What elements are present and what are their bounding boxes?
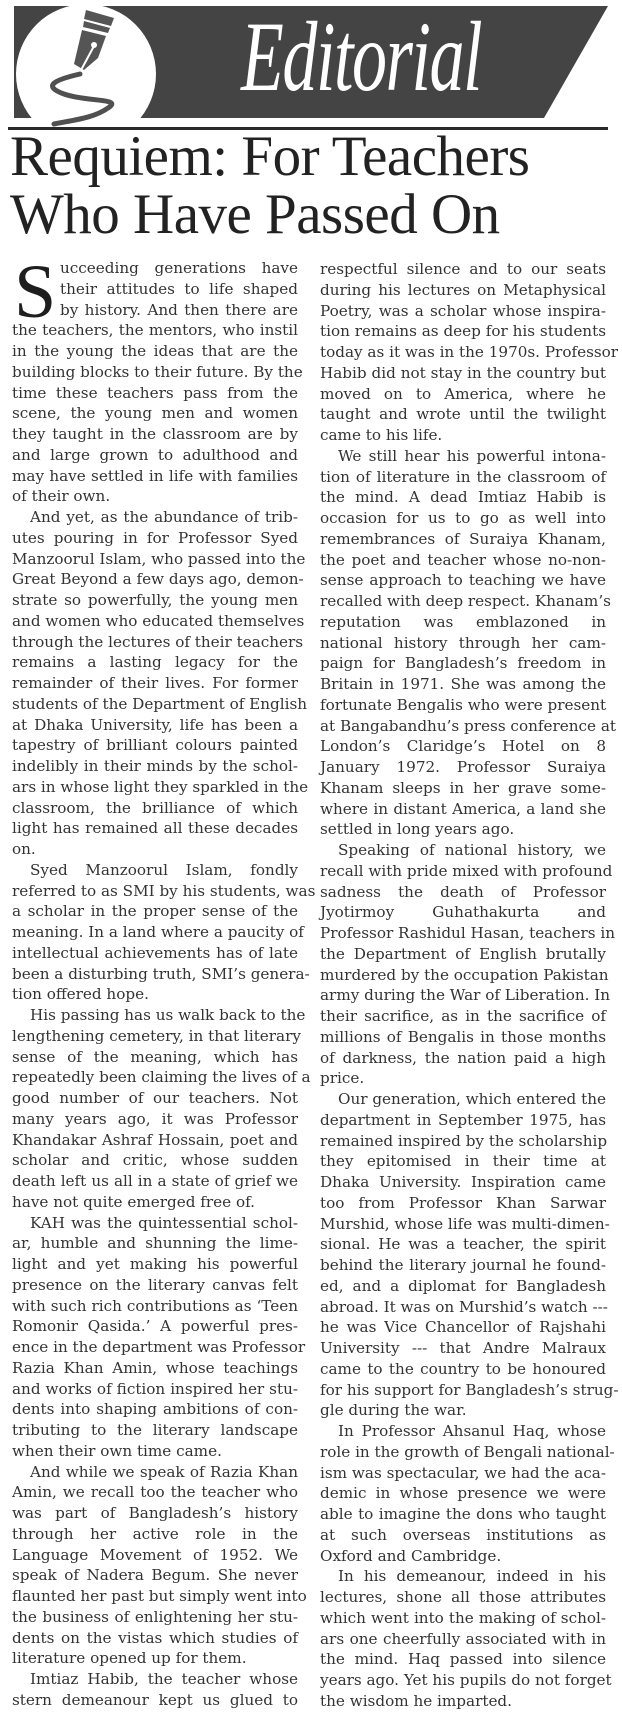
text-line: We still hear his powerful intona- [338,446,606,465]
text-line: the wisdom he imparted. [320,1691,512,1710]
headline-line-1: Requiem: For Teachers [10,125,530,188]
text-line: scene, the young men and women [12,404,298,423]
text-line: in the young the ideas that are the [12,342,298,360]
text-line: In his demeanour, indeed in his [338,1567,606,1586]
text-line: In Professor Ahsanul Haq, whose [338,1422,606,1440]
text-line: demic in whose presence we were [320,1484,606,1503]
text-line: paign for Bangladesh’s freedom in [320,654,606,673]
text-line: Our generation, which entered the [338,1090,606,1108]
text-line: Khanam sleeps in her grave some- [320,778,606,797]
editorial-banner [0,0,622,135]
text-line: ar, humble and shunning the lime- [12,1234,298,1253]
text-line: murdered by the occupation Pakistan [320,965,609,984]
text-line: sense of the meaning, which has [12,1047,298,1066]
text-line: referred to as SMI by his students, was [12,881,316,900]
text-line: Speaking of national history, we [338,841,606,859]
text-line: ed, and a diplomat for Bangladesh [320,1276,606,1295]
text-line: Murshid, whose life was multi-dimen- [320,1214,610,1233]
text-line: ars in whose light they sparkled in the [12,777,309,796]
text-line: KAH was the quintessential schol- [30,1213,298,1232]
text-line: and large grown to adulthood and [12,445,298,464]
text-line: through the lectures of their teachers [12,632,304,651]
headline-line-2: Who Have Passed On [10,183,500,246]
text-line: for his support for Bangladesh’s strug- [320,1380,619,1399]
text-line: dents into shaping ambitions of con- [12,1400,298,1419]
text-line: ism was spectacular, we had the aca- [320,1463,606,1482]
text-line: when their own time came. [12,1441,222,1460]
text-line: Romonir Qasida.’ A powerful pres- [12,1317,298,1336]
text-line: light has remained all these decades [12,819,298,838]
text-line: many years ago, it was Professor [12,1109,298,1128]
text-line: came to his life. [320,426,443,444]
text-line: meaning. In a land where a paucity of [12,923,304,941]
text-line: sense approach to teaching we have [320,571,606,590]
text-line: of darkness, the nation paid a high [320,1048,606,1067]
text-line: behind the literary journal he found- [320,1256,606,1274]
text-line: role in the growth of Bengali national- [320,1442,615,1461]
text-line: January 1972. Professor Suraiya [320,758,606,776]
drop-cap: S [14,250,57,334]
text-line: moved on to America, where he [320,384,606,403]
text-line: recall with pride mixed with profound [320,861,613,880]
text-line: the teachers, the mentors, who instil [12,321,298,340]
text-line: Amin, we recall too the teacher who [12,1483,298,1502]
text-line: may have settled in life with families [12,466,298,485]
text-line: during his lectures on Metaphysical [320,280,606,299]
text-line: Professor Rashidul Hasan, teachers in [320,924,616,942]
text-line: the mind. Haq passed into silence [320,1650,606,1669]
text-line: Language Movement of 1952. We [12,1545,298,1564]
article-column-right [320,259,619,1712]
text-line: Oxford and Cambridge. [320,1546,502,1565]
text-line: light and yet making his powerful [12,1255,298,1273]
text-line: national history through her cam- [320,633,606,652]
text-line: with such rich contributions as ‘Teen [12,1296,298,1315]
text-line: they taught in the classroom are by [12,425,298,443]
text-line: was part of Bangladesh’s history [12,1504,298,1522]
text-line: today as it was in the 1970s. Professor [320,343,619,361]
text-line: and works of fiction inspired her stu- [12,1379,298,1398]
text-line: Manzoorul Islam, who passed into the [12,549,306,568]
text-line: been a disturbing truth, SMI’s genera- [12,964,310,983]
text-line: literature opened up for them. [12,1649,247,1668]
text-line: and women who educated themselves [12,611,305,630]
text-line: utes pouring in for Professor Syed [12,528,298,547]
text-line: tion remains as deep for his students [320,322,606,341]
text-line: by history. And then there are [60,300,298,319]
text-line: indelibly in their minds by the schol- [12,757,298,775]
text-line: their sacrifice, as in the sacrifice of [320,1007,606,1025]
text-line: remains a lasting legacy for the [12,653,298,672]
text-line: sadness the death of Professor [320,882,606,901]
text-line: taught and wrote until the twilight [320,405,606,424]
text-line: strate so powerfully, the young men [12,591,298,609]
text-line: came to the country to be honoured [320,1359,606,1378]
text-line: ence in the department was Professor [12,1338,306,1356]
text-line: they epitomised in their time at [320,1152,606,1171]
text-line: Jyotirmoy Guhathakurta and [320,903,606,922]
text-line: repeatedly been claiming the lives of a [12,1068,311,1087]
text-line: too from Professor Khan Sarwar [320,1193,606,1212]
text-line: ars one cheerfully associated with in [320,1629,606,1648]
text-line: tapestry of brilliant colours painted [12,736,298,755]
text-line: which went into the making of schol- [320,1608,606,1627]
text-line: Khandakar Ashraf Hossain, poet and [12,1130,298,1149]
text-line: settled in long years ago. [320,820,515,839]
text-line: scholar and critic, whose sudden [12,1151,298,1170]
text-line: building blocks to their future. By the [12,362,303,381]
text-line: have not quite emerged free of. [12,1192,255,1211]
section-label: Editorial [241,1,482,112]
text-line: lectures, shone all those attributes [320,1588,606,1606]
text-line: tion offered hope. [12,985,149,1004]
text-line: the Department of English brutally [320,944,606,963]
text-line: at Bangabandhu’s press conference at [320,716,616,735]
text-line: price. [320,1069,365,1088]
text-line: a scholar in the proper sense of the [12,902,298,921]
text-line: fortunate Bengalis who were present [320,695,607,714]
text-line: Syed Manzoorul Islam, fondly [30,860,298,879]
text-line: stern demeanour kept us glued to [12,1690,298,1709]
text-line: speak of Nadera Begum. She never [12,1566,298,1585]
article-column-left [12,250,316,1711]
text-line: reputation was emblazoned in [320,612,606,631]
fountain-pen-icon [14,2,154,132]
text-line: intellectual achievements has of late [12,943,298,962]
text-line: tributing to the literary landscape [12,1421,298,1439]
text-line: sional. He was a teacher, the spirit [320,1235,606,1254]
text-line: Dhaka University. Inspiration came [320,1173,606,1191]
text-line: Poetry, was a scholar whose inspira- [320,301,606,320]
text-line: of their own. [12,487,111,506]
text-line: department in September 1975, has [320,1110,606,1129]
text-line: flaunted her past but simply went into [12,1587,307,1605]
text-line: Habib did not stay in the country but [320,363,606,382]
text-line: at such overseas institutions as [320,1525,606,1544]
text-line: classroom, the brilliance of which [12,798,298,817]
text-line: tion of literature in the classroom of [320,467,606,486]
text-line: where in distant America, a land she [320,799,606,818]
text-line: the business of enlightening her stu- [12,1607,298,1626]
text-line: time these teachers pass from the [12,383,298,402]
text-line: Imtiaz Habib, the teacher whose [30,1670,298,1688]
text-line: recalled with deep respect. Khanam’s [320,592,611,610]
text-line: on. [12,840,36,858]
text-line: Great Beyond a few days ago, demon- [12,570,304,589]
text-line: their attitudes to life shaped [60,279,298,298]
text-line: millions of Bengalis in those months [320,1027,606,1046]
text-line: respectful silence and to our seats [320,260,606,278]
text-line: And yet, as the abundance of trib- [30,508,298,526]
text-line: students of the Department of English [12,694,308,713]
text-line: good number of our teachers. Not [12,1089,298,1107]
text-line: years ago. Yet his pupils do not forget [320,1671,612,1689]
text-line: he was Vice Chancellor of Rajshahi [320,1318,606,1337]
text-line: dents on the vistas which studies of [12,1628,298,1647]
text-line: able to imagine the dons who taught [320,1505,606,1523]
text-line: University --- that Andre Malraux [320,1339,606,1357]
text-line: remembrances of Suraiya Khanam, [320,529,606,548]
text-line: And while we speak of Razia Khan [30,1462,298,1481]
text-line: remainder of their lives. For former [12,674,298,692]
text-line: abroad. It was on Murshid’s watch --- [320,1297,608,1316]
text-line: the mind. A dead Imtiaz Habib is [320,488,606,507]
text-line: London’s Claridge’s Hotel on 8 [320,737,606,756]
text-line: occasion for us to go as well into [320,509,606,527]
text-line: lengthening cemetery, in that literary [12,1026,301,1045]
text-line: presence on the literary canvas felt [12,1275,298,1294]
text-line: death left us all in a state of grief we [12,1172,298,1190]
text-line: remained inspired by the scholarship [320,1131,608,1150]
text-line: Razia Khan Amin, whose teachings [12,1358,298,1377]
text-line: His passing has us walk back to the [30,1006,306,1024]
text-line: gle during the war. [320,1401,467,1420]
text-line: army during the War of Liberation. In [320,986,611,1005]
text-line: at Dhaka University, life has been a [12,715,298,734]
text-line: ucceeding generations have [60,259,298,277]
text-line: Britain in 1971. She was among the [320,675,606,693]
headline [10,125,616,246]
text-line: through her active role in the [12,1524,298,1543]
text-line: the poet and teacher whose no-non- [320,550,606,569]
